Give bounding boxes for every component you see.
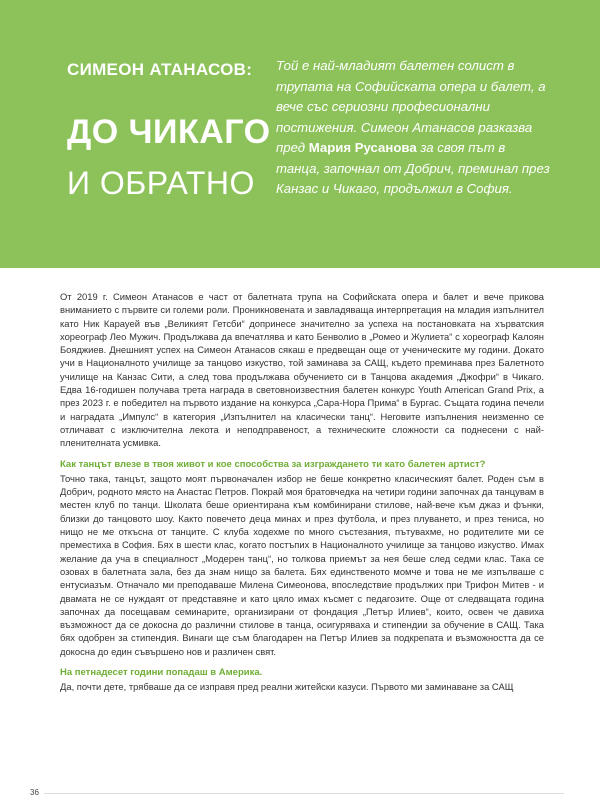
interviewer-name: Мария Русанова [308, 140, 417, 155]
article-kicker: СИМЕОН АТАНАСОВ: [67, 60, 253, 79]
headline-line-2: И ОБРАТНО [67, 165, 255, 201]
page-number: 36 [30, 788, 39, 797]
question-1: Как танцът влезе в твоя живот и кое способства за изграждането ти като балетен артист? [60, 458, 486, 470]
standfirst-part-1: Той е най-младият балетен солист в трупата на Софийската опера и балет, а вече със сериозни професионални постижения. Симеон Атанасов разказва пред [276, 58, 546, 155]
headline-line-1: ДО ЧИКАГО [67, 113, 271, 151]
answer-1: Точно така, танцът, защото моят първоначален избор не беше конкретно класическият балет. Роден съм в Добрич, родното място на Анастас Петров. Покрай моя братовчедка на четири години започнах да танцувам в местен клуб по танци. Школата беше ориентирана към комбинирани стилове, най-вече към джаз и фънки, близки до танцовото шоу. Както повечето деца минах и през футбола, и през плуването, и през тениса, но нищо не ме откъсна от танците. С клуба ходехме по много състезания, пътувахме, но родителите ми се преместиха в София. Бях в шести клас, когато постъпих в Националното училище за танцово изкуство. Имах желание да уча в специалност „Модерен танц“, но толкова приемът за нея беше след седми клас. Така се озовах в балетната зала, без да знам нищо за балета. Бях единственото момче и това не ме изпълваше с ентусиазъм. Отначало ми преподаваше Милена Симеонова, впоследствие продължих при Трифон Митев - и двамата не се нуждаят от представяне и като цяло имах късмет с педагозите. Още от следващата година започнах да посещавам семинарите, организирани от фондация „Петър Илиев“, които, освен че давиха възможност да се докосна до различни стилове в танца, осигуряваха и стипендии за обучение в САЩ. Така бях одобрен за стипендия. Винаги ще съм благодарен на Петър Илиев за подкрепата и възможността да се докосна до един съвършено нов и различен свят. [60, 472, 544, 657]
article-body [60, 290, 544, 694]
header-banner [0, 0, 600, 268]
question-2: На петнадесет години попадаш в Америка. [60, 667, 263, 679]
standfirst-part-2: за своя път в танца, започнал от Добрич, преминал през Канзас и Чикаго, продължил в София. [276, 140, 550, 196]
footer-divider [44, 793, 564, 794]
standfirst [276, 56, 551, 200]
intro-paragraph: От 2019 г. Симеон Атанасов е част от балетната трупа на Софийската опера и балет и вече прикова вниманието с първите си големи роли. Проникновената и завладяваща интерпретация на младия изпълнител като Ник Карауей във „Великият Гетсби“ допринесе значително за успеха на постановката на хърватския хореограф Лео Мужич. Продължава да впечатлява и като Бенволио в „Ромео и Жулиета“ с хореограф Калоян Бояджиев. Днешният успех на Симеон Атанасов сякаш е предвещан още от ученическите му години. Докато учи в Националното училище за танцово изкуство, той заминава за САЩ, където преминава през Балетното училище на Канзас Сити, а след това продължава обучението си в Танцова академия „Джофри“ в Чикаго. Едва 16-годишен получава трета награда в световноизвестния балетен конкурс Youth American Grand Prix, а през 2023 г. е победител на първото издание на конкурса „Сара-Нора Прима“ в Бургас. Същата година печели и наградата „Импулс“ в категория „Изпълнител на класически танц“. Неговите изпълнения неизменно се отличават с изключителна лекота и неподправеност, а техническите сложности са поднесени с най-пленителната усмивка. [60, 291, 544, 449]
answer-2: Да, почти дете, трябваше да се изправя пред реални житейски казуси. Първото ми заминаване за САЩ [60, 681, 514, 693]
